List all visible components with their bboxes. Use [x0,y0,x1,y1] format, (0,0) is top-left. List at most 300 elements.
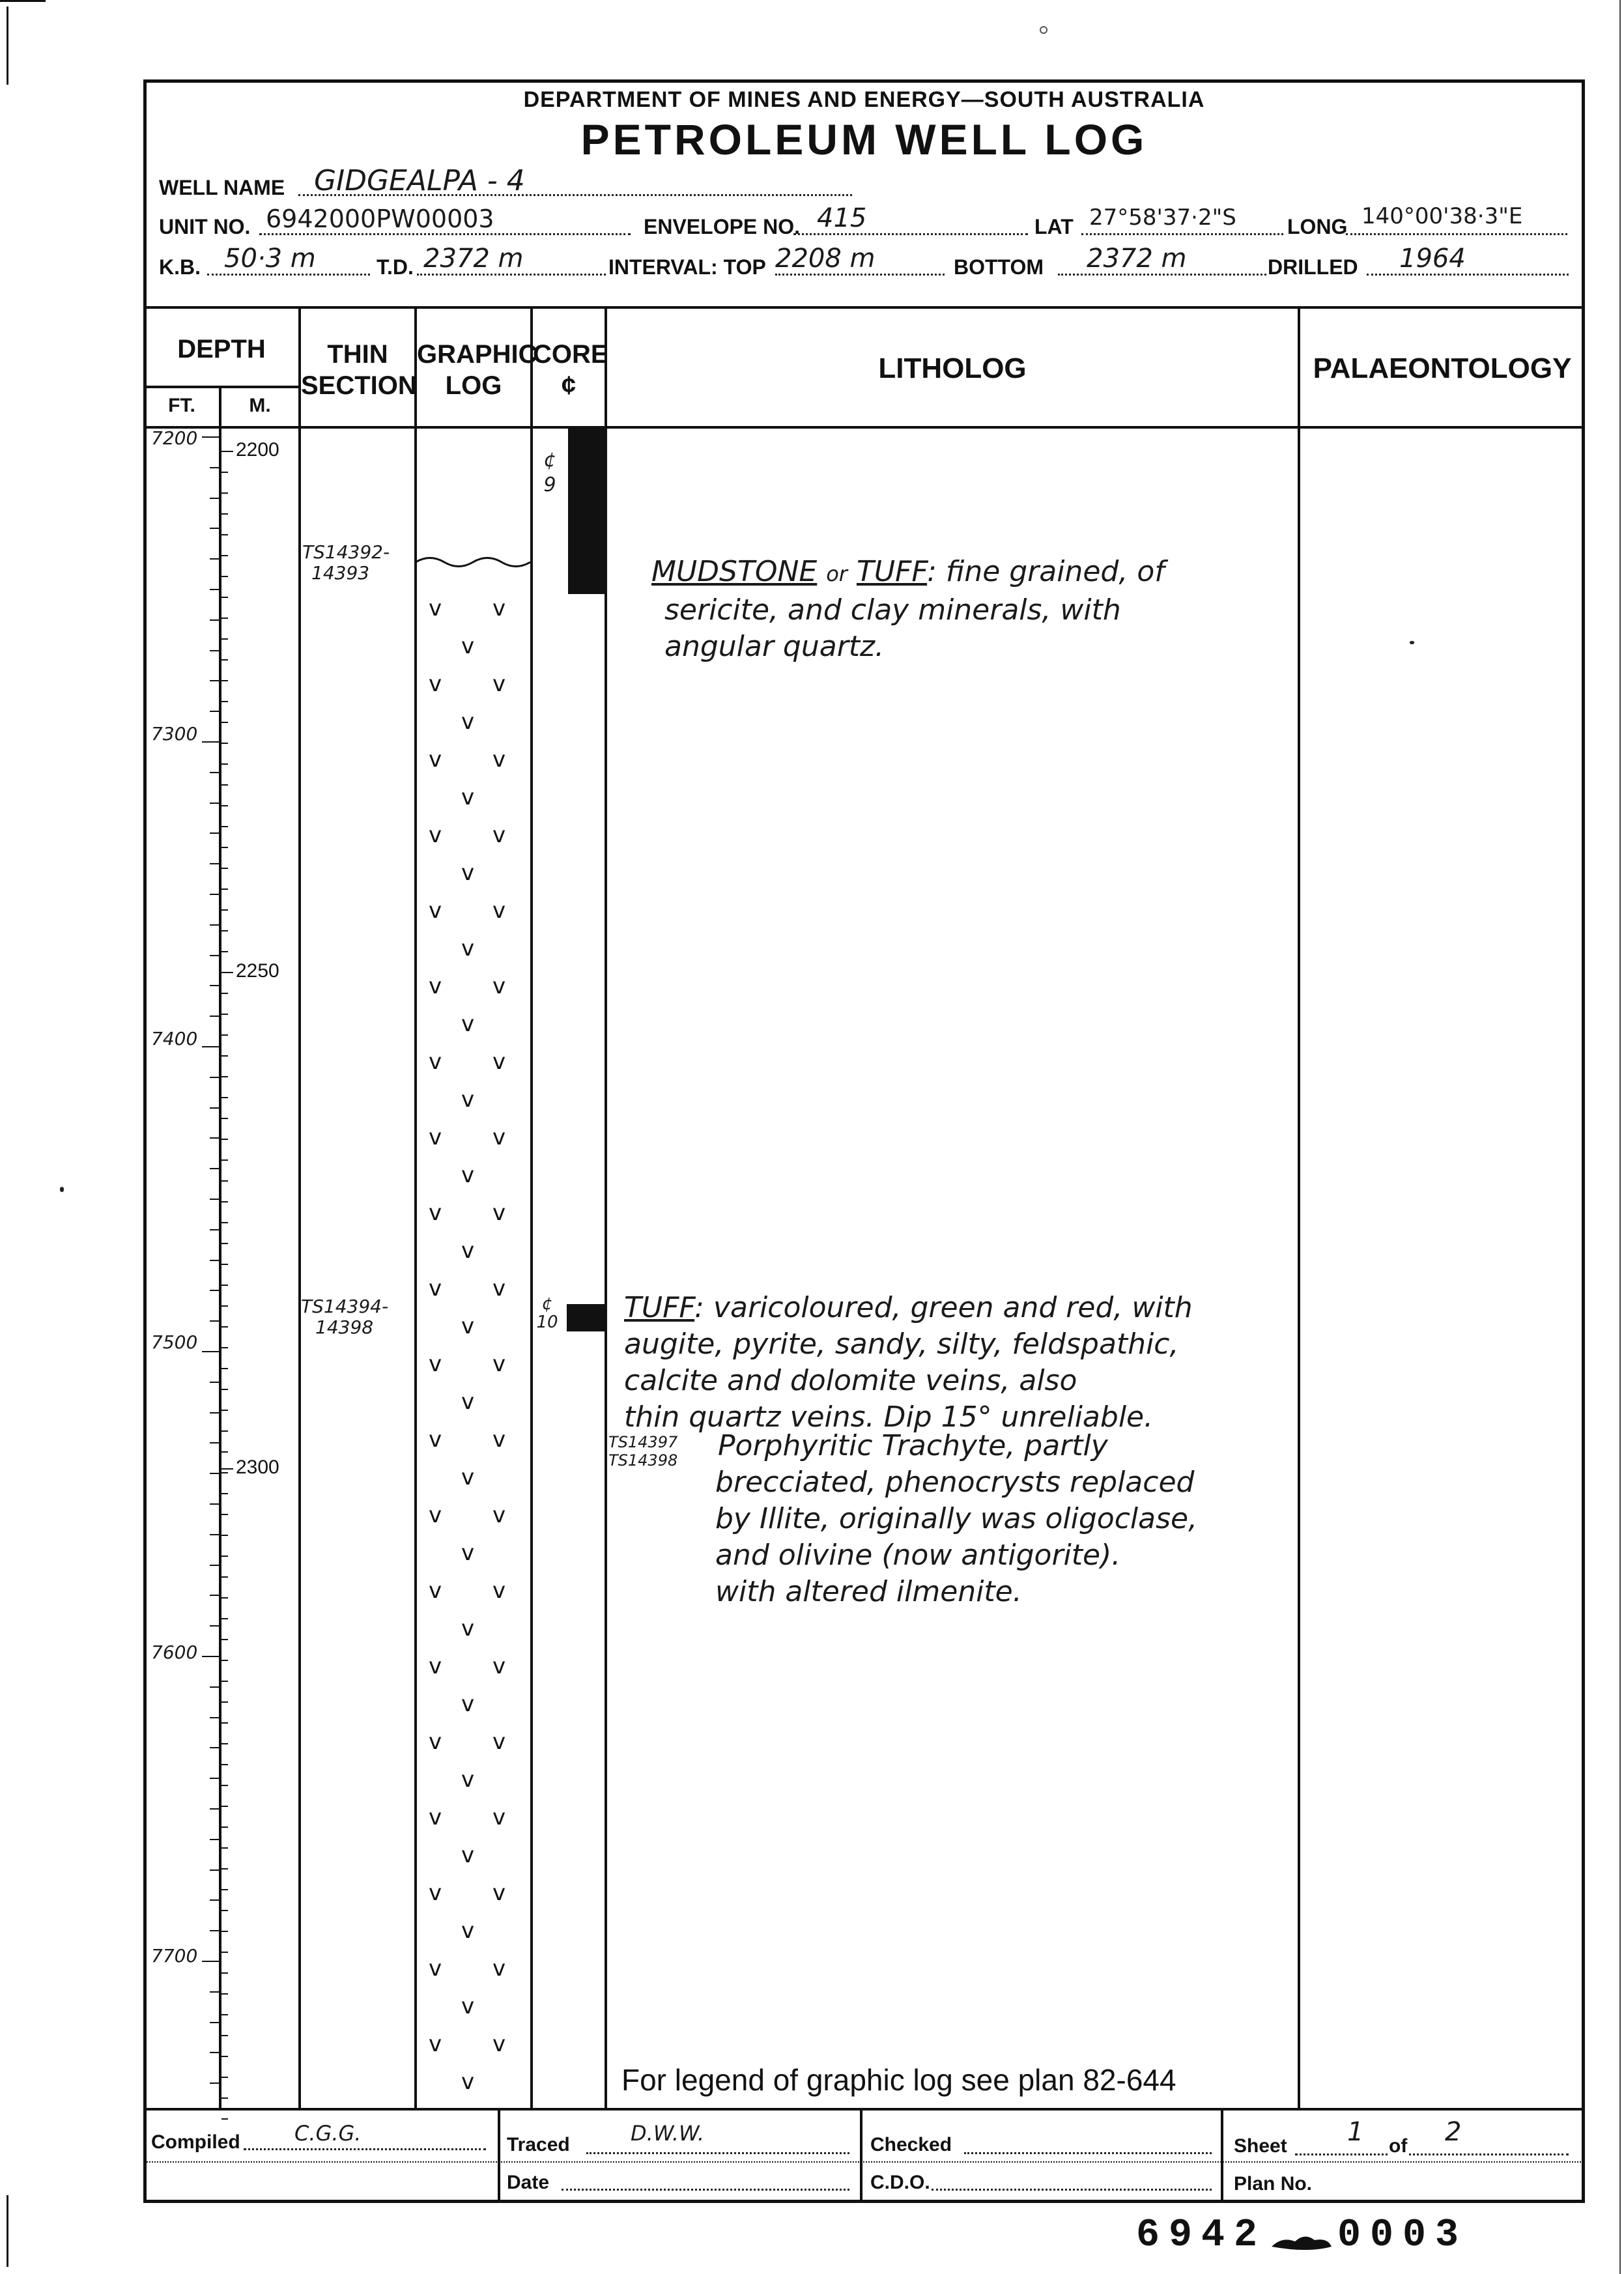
graphic-log-v-symbol: v [492,1124,506,1150]
core-10-label [534,1295,560,1331]
thin-section-line: TS14392- [302,541,390,563]
depth-m-tick [221,1014,228,1015]
depth-m-tick [221,1118,228,1119]
depth-ft-tick [210,2022,219,2023]
depth-m-tick [221,618,228,619]
lith-line [624,1290,1298,1326]
depth-m-tick [221,1055,228,1057]
palaeontology-heading: PALAEONTOLOGY [1313,352,1572,384]
graphic-log-v-symbol: v [429,1502,442,1528]
depth-m-tick [221,1847,228,1849]
depth-ft-tick [210,1503,219,1505]
core-label-symbol: ¢ [543,449,556,472]
depth-m-tick [221,534,228,535]
footer-divider-1 [498,2108,500,2203]
bottom-leader [1058,274,1266,276]
graphic-log-v-symbol: v [461,1842,475,1868]
graphic-log-v-symbol: v [492,822,506,848]
depth-m-tick [221,805,228,806]
litholog-palaeo-divider [1298,306,1300,2108]
graphic-log-v-symbol: v [429,898,442,924]
depth-ft-tick [210,894,219,895]
depth-m-tick [221,1535,228,1536]
depth-m-tick [221,2035,228,2036]
depth-m-tick [221,1430,228,1432]
graphic-log-v-symbol: v [461,1238,475,1264]
graphic-log-v-symbol: v [429,1200,442,1226]
graphic-log-v-symbol: v [461,1162,475,1188]
depth-ft-tick [210,1137,219,1139]
depth-ft-tick [210,1107,219,1109]
depth-m-tick [221,993,228,994]
plan-no-label: Plan No. [1234,2173,1313,2195]
depth-ft-tick [202,436,219,438]
depth-m-tick [221,1910,228,1911]
lith-line-rest: : fine grained, of [927,555,1165,588]
depth-m-tick [221,1993,228,1995]
depth-ft-tick [210,1016,219,1017]
graphic-log-v-symbol: v [461,1615,475,1642]
depth-m-tick [221,1326,228,1328]
depth-heading: DEPTH [177,335,266,363]
depth-m-tick [221,1826,228,1828]
unit-no-label: UNIT NO. [159,215,251,238]
depth-ft-tick [210,1869,219,1871]
depth-m-tick [221,472,228,473]
graphic-log-v-symbol: v [429,595,442,621]
depth-m-tick [221,930,228,931]
depth-m-tick [221,701,228,702]
lith-line: by Illite, originally was oligoclase, [715,1502,1198,1535]
of-label: of [1389,2135,1408,2157]
lith-term-tuff: TUFF [624,1291,695,1324]
graphic-log-v-symbol: v [429,973,442,999]
ft-heading: FT. [168,395,195,416]
graphic-log-heading [417,339,537,401]
depth-m-tick [221,868,228,869]
graphic-log-v-symbol: v [429,1804,442,1830]
envelope-no-label: ENVELOPE NO. [644,215,801,238]
depth-m-tick [221,847,228,848]
graphic-log-v-symbol: v [429,1955,442,1982]
lith-line: augite, pyrite, sandy, silty, feldspathic, [624,1328,1179,1361]
depth-ft-tick [210,558,219,560]
depth-m-tick [221,1201,228,1202]
depth-ft-tick [210,2052,219,2053]
depth-ft-tick [210,1199,219,1200]
graphic-log-v-symbol: v [429,822,442,848]
graphic-log-v-symbol: v [429,1275,442,1301]
depth-m-tick [221,1139,228,1140]
depth-ft-tick [202,1961,219,1962]
graphic-log-v-symbol: v [492,973,506,999]
depth-ft-tick [210,1473,219,1474]
interval-top-leader [775,274,945,276]
depth-ft-tick [210,863,219,864]
thin-section-ts14392 [302,542,390,584]
depth-m-tick [221,1514,228,1515]
lith-line: Porphyritic Trachyte, partly [718,1429,1108,1462]
lithology-ts-refs [608,1433,677,1470]
graphic-core-divider [530,306,533,2108]
depth-m-tick [221,680,228,681]
compiled-value: C.G.G. [294,2121,362,2146]
long-value: 140°00'38·3"E [1361,203,1523,229]
core-heading [533,339,608,401]
thin-heading-line1: THIN [327,340,388,369]
graphic-log-v-symbol: v [461,1993,475,2019]
depth-ft-tick [210,711,219,712]
lithology-unit-mudstone-tuff [651,554,1290,665]
depth-ft-label-7200: 7200 [151,427,198,449]
depth-ft-tick [210,589,219,590]
graphic-log-v-symbol: v [461,860,475,886]
depth-m-tick [221,1076,228,1077]
depth-ft-tick [210,1930,219,1931]
td-label: T.D. [377,255,414,279]
envelope-no-value: 415 [817,203,867,233]
depth-m-tick [221,513,228,515]
graphic-log-v-symbol: v [492,1729,506,1755]
lithology-unit-tuff [624,1290,1298,1436]
graphic-log-v-symbol: v [461,709,475,735]
graphic-log-v-symbol: v [429,1049,442,1075]
graphic-log-v-symbol: v [492,1804,506,1830]
depth-ft-tick [210,1839,219,1840]
td-value: 2372 m [423,244,524,274]
ink-blot-icon [1269,2230,1334,2256]
graphic-heading-line2: LOG [445,371,502,400]
depth-m-tick [221,2097,228,2099]
sheet-number: 1 [1347,2117,1364,2147]
core-9-label [535,448,564,498]
lith-line: angular quartz. [664,630,885,663]
graphic-log-v-symbol: v [461,1918,475,1944]
depth-m-tick [221,555,228,556]
stamp-number-left: 6942 [1136,2213,1267,2258]
graphic-log-v-symbol: v [492,1578,506,1604]
interval-top-value: 2208 m [775,244,876,274]
graphic-log-v-symbol: v [492,1955,506,1982]
depth-ft-tick [210,985,219,986]
depth-m-tick [221,1743,228,1744]
depth-m-tick [221,888,228,890]
thin-section-line: TS14394- [301,1296,389,1317]
graphic-log-v-symbol: v [461,1087,475,1113]
depth-m-tick [221,951,228,952]
cdo-leader [932,2189,1212,2191]
graphic-log-v-symbol: v [492,898,506,924]
depth-m-label-2250: 2250 [236,960,279,982]
core-heading-line1: CORE [533,340,608,369]
scan-speck [1410,641,1414,644]
depth-ft-tick [210,498,219,499]
well-name-label: WELL NAME [159,176,285,199]
long-leader [1346,233,1567,235]
well-name-value: GIDGEALPA - 4 [314,164,525,197]
depth-m-tick [221,1972,228,1974]
graphic-log-v-symbol: v [429,746,442,773]
depth-m-tick [221,1931,228,1932]
envelope-no-leader [793,233,1028,235]
graphic-log-v-symbol: v [461,1767,475,1793]
depth-ft-tick [210,1320,219,1322]
scan-speck [60,1187,64,1192]
depth-m-tick [221,2077,228,2078]
lith-term-tuff: TUFF [856,555,928,588]
depth-m-tick [221,1639,228,1640]
graphic-log-v-symbol: v [429,1729,442,1755]
stamp-number-right: 0003 [1337,2213,1468,2258]
graphic-log-v-symbol: v [429,1351,442,1377]
bottom-label: BOTTOM [954,255,1044,279]
footer-divider-2 [860,2108,862,2203]
graphic-log-column [417,426,530,2108]
core-label-symbol: ¢ [541,1294,553,1314]
scan-left-edge [7,7,8,85]
department-heading: DEPARTMENT OF MINES AND ENERGY—SOUTH AUSTRALIA [523,87,1205,112]
depth-thin-divider [298,306,301,2108]
depth-m-tick [221,1180,228,1182]
depth-ft-tick [210,619,219,621]
graphic-log-v-symbol: v [492,1653,506,1679]
graphic-log-v-symbol: v [461,633,475,659]
lat-leader [1081,233,1283,235]
compiled-leader [244,2148,486,2150]
lith-term-mudstone: MUDSTONE [651,555,818,588]
depth-ft-tick [210,1778,219,1779]
depth-m-tick [221,2014,228,2015]
depth-m-tick [221,1389,228,1390]
depth-m-tick [221,576,228,577]
graphic-log-v-symbol: v [492,1049,506,1075]
long-label: LONG [1287,215,1348,238]
lith-line: brecciated, phenocrysts replaced [715,1466,1195,1499]
m-scale [221,426,298,2108]
drilled-label: DRILLED [1268,255,1358,279]
graphic-log-v-symbol: v [461,935,475,961]
depth-m-tick [221,1868,228,1869]
depth-ft-tick [210,1565,219,1566]
depth-m-tick [221,909,228,911]
graphic-log-v-symbol: v [492,1200,506,1226]
drilled-leader [1367,274,1569,276]
depth-ft-tick [202,1656,219,1657]
depth-m-major-tick-2300 [221,1468,233,1470]
depth-m-tick [221,1222,228,1223]
graphic-log-v-symbol: v [429,2031,442,2057]
depth-m-tick [221,492,228,494]
depth-m-tick [221,1264,228,1265]
depth-m-tick [221,1305,228,1307]
depth-m-tick [221,1347,228,1348]
checked-leader [964,2152,1212,2154]
depth-m-tick [221,1764,228,1765]
depth-ft-tick [210,1260,219,1261]
graphic-log-v-symbol: v [461,1691,475,1717]
sheet-leader [1295,2153,1569,2155]
depth-ft-tick [210,1534,219,1535]
depth-ft-tick [210,1899,219,1901]
graphic-log-v-symbol: v [492,595,506,621]
core-10-bar [567,1304,606,1331]
graphic-log-v-symbol: v [429,1880,442,1906]
lithology-unit-trachyte [702,1428,1298,1610]
m-heading: M. [249,395,271,416]
graphic-log-v-symbol: v [492,1502,506,1528]
depth-ft-label-7400: 7400 [151,1028,198,1049]
depth-m-label-2300: 2300 [236,1457,279,1478]
depth-ft-tick [210,1808,219,1810]
lith-line: with altered ilmenite. [715,1575,1022,1608]
depth-m-tick [221,638,228,640]
depth-ft-tick [202,1046,219,1047]
date-leader [562,2189,849,2191]
depth-m-tick [221,743,228,744]
scan-speck [1040,26,1047,34]
depth-m-tick [221,1660,228,1661]
kb-leader [207,274,370,276]
footer-middle-rule [145,2161,1584,2163]
graphic-log-v-symbol: v [429,1578,442,1604]
depth-subheader-rule [145,386,300,388]
depth-m-tick [221,1410,228,1411]
core-9-bar [568,427,606,594]
depth-m-tick [221,763,228,765]
litholog-heading: LITHOLOG [878,352,1027,384]
cdo-label: C.D.O. [870,2172,930,2193]
depth-m-tick [221,1681,228,1682]
depth-ft-tick [210,955,219,956]
depth-ft-tick [210,1382,219,1383]
depth-m-major-tick-2250 [221,972,233,973]
depth-ft-tick [210,1290,219,1291]
depth-ft-tick [210,1077,219,1078]
depth-m-tick [221,1597,228,1599]
footer-divider-3 [1221,2108,1223,2203]
lith-ts-ref: TS14398 [608,1451,678,1470]
lith-or: or [826,561,848,586]
sheet-label: Sheet [1234,2135,1287,2157]
graphic-log-v-symbol: v [492,1427,506,1453]
depth-ft-tick [210,528,219,529]
depth-m-tick [221,1785,228,1786]
graphic-log-v-symbol: v [429,1427,442,1453]
lith-line: sericite, and clay minerals, with [664,593,1121,627]
depth-ft-tick [210,680,219,681]
column-header-rule [145,426,1584,429]
depth-ft-tick [210,1747,219,1748]
graphic-log-legend-note: For legend of graphic log see plan 82-644 [621,2063,1176,2097]
depth-m-major-tick-2200 [221,451,233,452]
depth-m-tick [221,1368,228,1369]
depth-m-tick [221,1952,228,1953]
lith-line: calcite and dolomite veins, also [624,1364,1077,1397]
graphic-log-v-symbol: v [492,2031,506,2057]
graphic-log-v-symbol: v [492,1880,506,1906]
lith-line: thin quartz veins. Dip 15° unreliable. [624,1400,1154,1434]
unconformity-wave-path [416,558,530,567]
lith-ts-ref: TS14397 [608,1433,678,1451]
graphic-log-v-symbol: v [492,671,506,697]
graphic-log-v-symbol: v [461,1540,475,1566]
depth-m-tick [221,1889,228,1890]
graphic-heading-line1: GRAPHIC [417,340,537,369]
depth-ft-tick [210,1595,219,1596]
graphic-log-v-symbol: v [492,1351,506,1377]
bottom-value: 2372 m [1087,244,1187,274]
core-label-number: 10 [536,1313,558,1332]
depth-ft-tick [210,832,219,834]
core-heading-symbol: ¢ [561,371,577,400]
kb-label: K.B. [159,255,201,279]
depth-ft-label-7600: 7600 [151,1642,198,1663]
graphic-log-v-symbol: v [429,671,442,697]
lith-line-rest: : varicoloured, green and red, with [694,1291,1193,1324]
thin-section-line: 14398 [315,1316,374,1338]
depth-ft-tick [210,2082,219,2084]
depth-m-tick [221,2056,228,2057]
depth-m-tick [221,1493,228,1494]
compiled-label: Compiled [151,2131,240,2153]
thin-section-heading [301,339,417,401]
depth-ft-tick [210,924,219,926]
unconformity-wavy-line [416,552,532,572]
ink-blot-shape [1272,2236,1332,2250]
date-label: Date [507,2172,550,2193]
depth-m-tick [221,1556,228,1557]
depth-m-tick [221,826,228,827]
depth-ft-tick [210,803,219,804]
graphic-log-v-symbol: v [461,784,475,810]
depth-ft-label-7300: 7300 [151,723,198,745]
depth-ft-tick [210,650,219,651]
depth-m-tick [221,1806,228,1807]
graphic-log-v-symbol: v [461,1313,475,1339]
graphic-log-v-symbol: v [429,1124,442,1150]
depth-ft-tick [202,1351,219,1352]
graphic-log-v-symbol: v [429,1653,442,1679]
depth-m-tick [221,1243,228,1244]
depth-m-tick [221,659,228,661]
traced-label: Traced [507,2134,570,2155]
depth-m-tick [221,1618,228,1619]
traced-value: D.W.W. [631,2121,705,2146]
td-leader [417,274,606,276]
document-number-stamp [1136,2213,1468,2259]
lith-line [651,554,1290,592]
depth-m-tick [221,1159,228,1161]
depth-ft-tick [210,1717,219,1718]
depth-ft-tick [210,1412,219,1414]
footer-top-rule [145,2108,1584,2111]
depth-m-label-2200: 2200 [236,439,279,461]
scan-right-edge [1619,0,1621,2274]
depth-ft-tick [210,1168,219,1169]
depth-ft-tick [210,772,219,773]
depth-m-tick [221,1034,228,1036]
depth-ft-label-7700: 7700 [151,1945,198,1967]
traced-leader [586,2152,849,2154]
lith-line: and olivine (now antigorite). [715,1539,1121,1572]
unit-no-leader [259,233,631,235]
drilled-value: 1964 [1399,244,1466,274]
graphic-log-v-symbol: v [461,1389,475,1415]
checked-label: Checked [870,2134,952,2155]
core-label-number: 9 [543,474,556,496]
depth-m-tick [221,1472,228,1473]
depth-m-tick [221,1451,228,1453]
